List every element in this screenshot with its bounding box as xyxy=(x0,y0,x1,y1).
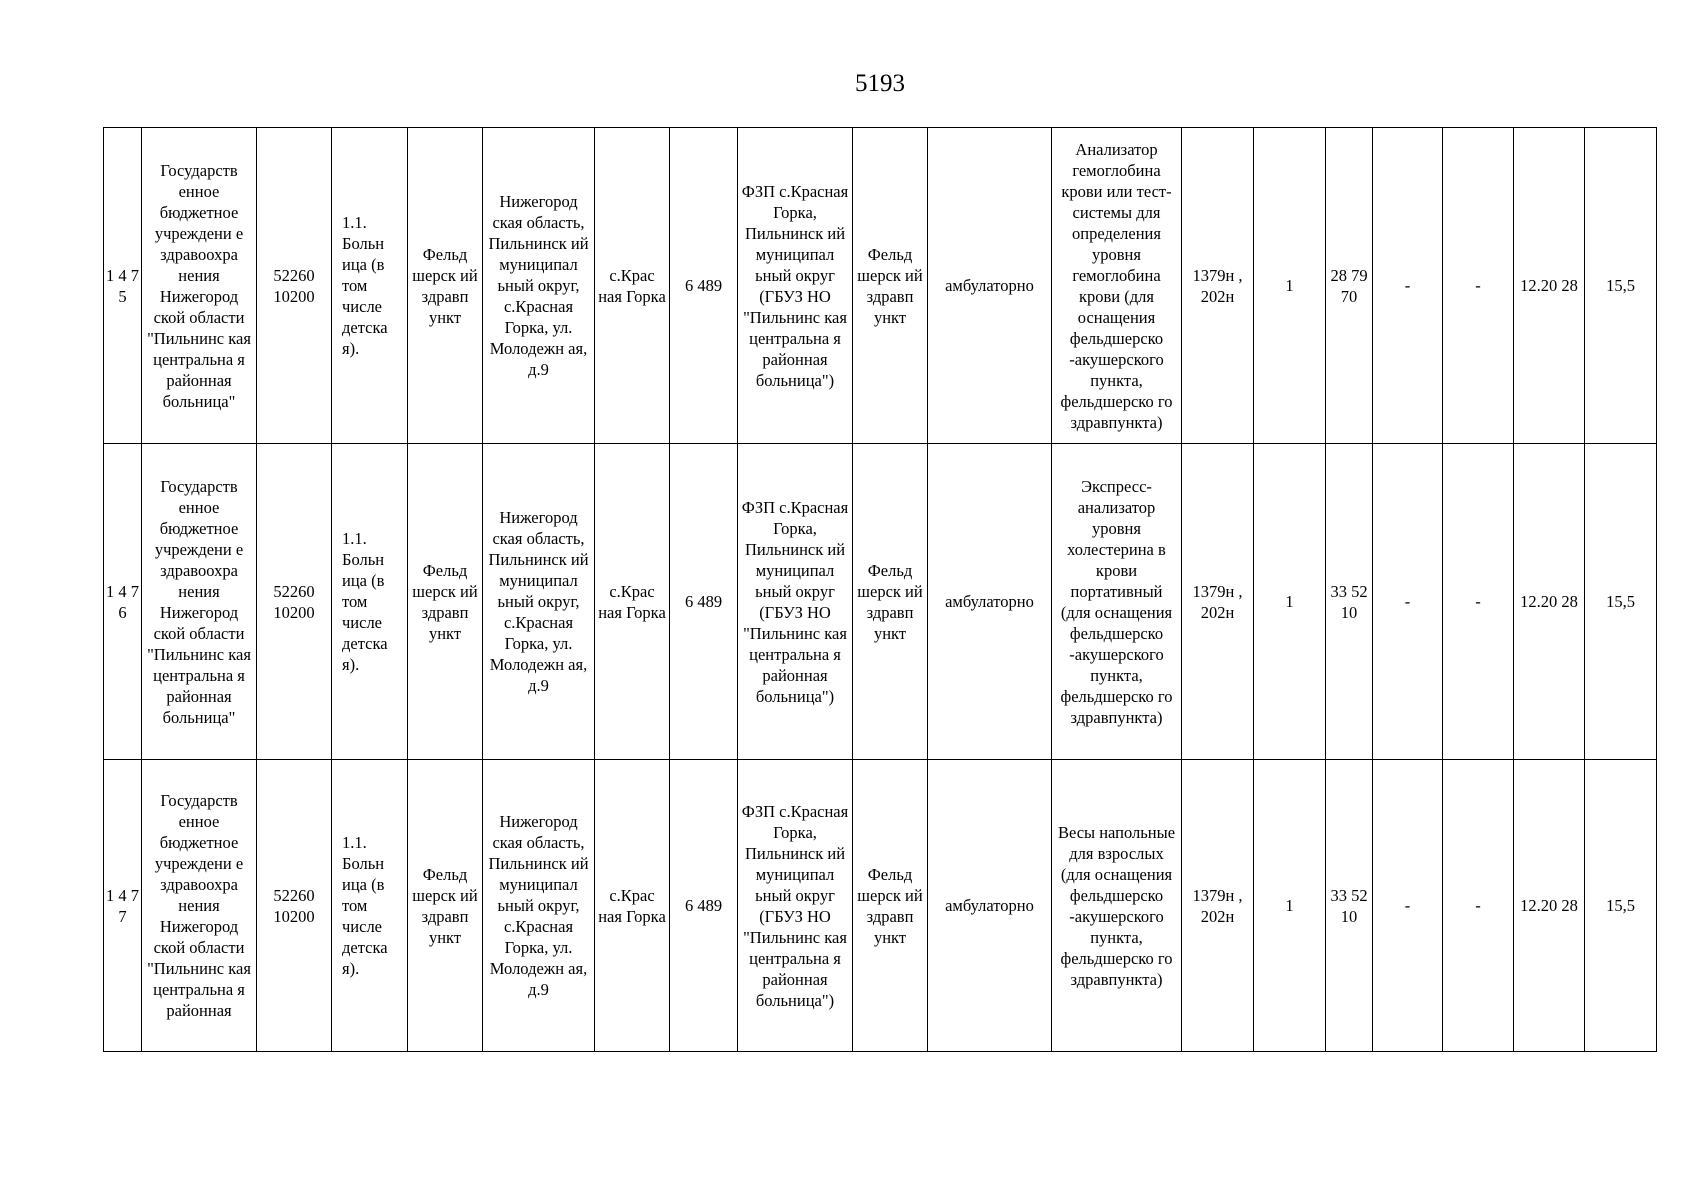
organization-code: 52260 10200 xyxy=(257,444,332,760)
deadline-date: 12.20 28 xyxy=(1514,760,1585,1052)
table-row xyxy=(104,128,1657,444)
empty-value-2: - xyxy=(1443,760,1514,1052)
equipment-code: 28 79 70 xyxy=(1326,128,1373,444)
organization-category: 1.1. Больн ица (в том числе детска я). xyxy=(332,444,408,760)
row-number: 1 4 7 7 xyxy=(104,760,142,1052)
row-number: 1 4 7 6 xyxy=(104,444,142,760)
deadline-date: 12.20 28 xyxy=(1514,444,1585,760)
equipment-code: 33 52 10 xyxy=(1326,444,1373,760)
organization-code: 52260 10200 xyxy=(257,128,332,444)
unit-type: Фельд шерск ий здравп ункт xyxy=(408,128,483,444)
locality: с.Крас ная Горка xyxy=(595,760,670,1052)
organization-name: Государств енное бюджетное учреждени е здравоохра нения Нижегород ской области "Пильнинс кая центральна я районная больница" xyxy=(142,128,257,444)
population: 6 489 xyxy=(670,760,738,1052)
care-form: амбулаторно xyxy=(928,760,1052,1052)
address: Нижегород ская область, Пильнинск ий муниципал ьный округ, с.Красная Горка, ул. Молодежн ая, д.9 xyxy=(483,444,595,760)
facility-name: ФЗП с.Красная Горка, Пильнинск ий муниципал ьный округ (ГБУЗ НО "Пильнинс кая центральна я районная больница") xyxy=(738,760,853,1052)
amount-value: 15,5 xyxy=(1585,760,1657,1052)
organization-code: 52260 10200 xyxy=(257,760,332,1052)
quantity: 1 xyxy=(1254,444,1326,760)
population: 6 489 xyxy=(670,128,738,444)
unit-type: Фельд шерск ий здравп ункт xyxy=(408,760,483,1052)
facility-type: Фельд шерск ий здравп ункт xyxy=(853,444,928,760)
equipment-name: Экспресс- анализатор уровня холестерина в крови портативный (для оснащения фельдшерско -акушерского пункта, фельдшерско го здравпункта) xyxy=(1052,444,1182,760)
quantity: 1 xyxy=(1254,128,1326,444)
page-number: 5193 xyxy=(855,70,905,97)
table-row xyxy=(104,444,1657,760)
order-reference: 1379н , 202н xyxy=(1182,760,1254,1052)
care-form: амбулаторно xyxy=(928,444,1052,760)
empty-value-2: - xyxy=(1443,444,1514,760)
quantity: 1 xyxy=(1254,760,1326,1052)
locality: с.Крас ная Горка xyxy=(595,128,670,444)
amount-value: 15,5 xyxy=(1585,128,1657,444)
empty-value-1: - xyxy=(1373,128,1443,444)
organization-category: 1.1. Больн ица (в том числе детска я). xyxy=(332,760,408,1052)
empty-value-1: - xyxy=(1373,444,1443,760)
equipment-code: 33 52 10 xyxy=(1326,760,1373,1052)
equipment-name: Весы напольные для взрослых (для оснащения фельдшерско -акушерского пункта, фельдшерско го здравпункта) xyxy=(1052,760,1182,1052)
address: Нижегород ская область, Пильнинск ий муниципал ьный округ, с.Красная Горка, ул. Молодежн ая, д.9 xyxy=(483,128,595,444)
order-reference: 1379н , 202н xyxy=(1182,128,1254,444)
address: Нижегород ская область, Пильнинск ий муниципал ьный округ, с.Красная Горка, ул. Молодежн ая, д.9 xyxy=(483,760,595,1052)
population: 6 489 xyxy=(670,444,738,760)
amount-value: 15,5 xyxy=(1585,444,1657,760)
table-row xyxy=(104,760,1657,1052)
unit-type: Фельд шерск ий здравп ункт xyxy=(408,444,483,760)
facility-name: ФЗП с.Красная Горка, Пильнинск ий муниципал ьный округ (ГБУЗ НО "Пильнинс кая центральна я районная больница") xyxy=(738,444,853,760)
deadline-date: 12.20 28 xyxy=(1514,128,1585,444)
locality: с.Крас ная Горка xyxy=(595,444,670,760)
facility-name: ФЗП с.Красная Горка, Пильнинск ий муниципал ьный округ (ГБУЗ НО "Пильнинс кая центральна я районная больница") xyxy=(738,128,853,444)
facility-type: Фельд шерск ий здравп ункт xyxy=(853,128,928,444)
organization-name: Государств енное бюджетное учреждени е здравоохра нения Нижегород ской области "Пильнинс кая центральна я районная больница" xyxy=(142,444,257,760)
organization-category: 1.1. Больн ица (в том числе детска я). xyxy=(332,128,408,444)
equipment-registry-table xyxy=(103,127,1657,1052)
row-number: 1 4 7 5 xyxy=(104,128,142,444)
empty-value-1: - xyxy=(1373,760,1443,1052)
facility-type: Фельд шерск ий здравп ункт xyxy=(853,760,928,1052)
empty-value-2: - xyxy=(1443,128,1514,444)
care-form: амбулаторно xyxy=(928,128,1052,444)
organization-name: Государств енное бюджетное учреждени е здравоохра нения Нижегород ской области "Пильнинс кая центральна я районная xyxy=(142,760,257,1052)
equipment-name: Анализатор гемоглобина крови или тест-системы для определения уровня гемоглобина крови (для оснащения фельдшерско -акушерского пункта, фельдшерско го здравпункта) xyxy=(1052,128,1182,444)
order-reference: 1379н , 202н xyxy=(1182,444,1254,760)
